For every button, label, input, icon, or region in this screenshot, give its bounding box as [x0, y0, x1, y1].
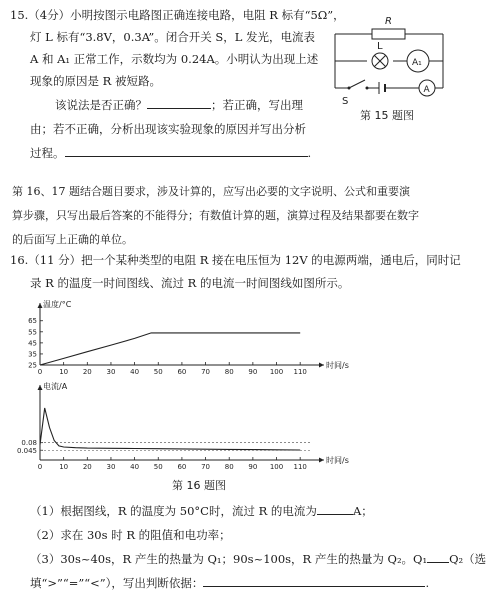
switch-symbol: [348, 80, 369, 90]
q15-line7-end: .: [307, 146, 312, 160]
x-tick-label: 50: [153, 368, 163, 376]
y-axis-arrow: [38, 385, 43, 390]
q16-sub3-end: Q₂（选: [449, 552, 487, 566]
q16-line2: 录 R 的温度一时间图线、流过 R 的电流一时间图线如图所示。: [30, 276, 350, 290]
x-tick-label: 0: [37, 463, 43, 471]
x-tick-label: 100: [269, 463, 284, 471]
q15-line7: [30, 145, 311, 161]
lamp-symbol: [372, 53, 388, 69]
x-tick-label: 70: [201, 463, 211, 471]
q16-sub3: [30, 551, 486, 567]
note-line3: 的后面写上正确的单位。: [12, 233, 133, 246]
answer-blank-15b[interactable]: [65, 145, 308, 157]
x-tick-label: 30: [106, 463, 116, 471]
q15-line5: [55, 97, 303, 113]
x-tick-label: 60: [177, 368, 187, 376]
y-axis-label: 温度/°C: [43, 300, 72, 309]
x-tick-label: 10: [59, 368, 69, 376]
q15-line3: A 和 A₁ 正常工作，示数均为 0.24A。小明认为出现上述: [30, 52, 319, 66]
x-tick-label: 70: [201, 368, 211, 376]
lamp-label: L: [377, 41, 383, 52]
q15-line1: 15.（4分）小明按图示电路图正确连接电路，电阻 R 标有“5Ω”，: [10, 8, 345, 22]
y-tick-label: 0.045: [16, 446, 37, 455]
x-tick-label: 50: [153, 463, 163, 471]
x-axis-arrow: [319, 458, 324, 463]
y-tick-label: 0.08: [21, 439, 37, 448]
x-tick-label: 110: [293, 463, 307, 471]
q16-charts: [16, 290, 350, 475]
x-tick-label: 30: [106, 368, 116, 376]
x-tick-label: 10: [59, 463, 69, 471]
x-axis-label: 时间/s: [326, 456, 349, 465]
q16-sub3-start: （3）30s~40s，R 产生的热量为 Q₁；90s~100s，R 产生的热量为 Q₂。Q₁: [30, 552, 428, 566]
note-line2: 算步骤，只写出最后答案的不能得分；有数值计算的题，演算过程及结果都要在数字: [12, 209, 419, 222]
battery-symbol: [379, 82, 385, 94]
answer-blank-15a[interactable]: [147, 97, 211, 109]
resistor-label: R: [385, 16, 392, 27]
x-tick-label: 40: [130, 463, 140, 471]
series-line: [40, 408, 300, 450]
q16-sub4-start: 填“>”“=”“<”），写出判断依据：: [30, 576, 204, 590]
q16-sub2: （2）求在 30s 时 R 的阻值和电功率；: [30, 528, 231, 542]
q16-sub1: [30, 503, 373, 519]
x-tick-label: 20: [82, 368, 92, 376]
resistor-symbol: [372, 29, 405, 39]
switch-label: S: [342, 96, 349, 107]
x-tick-label: 20: [82, 463, 92, 471]
circuit-diagram: [327, 12, 457, 122]
y-tick-label: 65: [28, 317, 37, 326]
x-tick-label: 90: [248, 368, 258, 376]
q16-line1: 16.（11 分）把一个某种类型的电阻 R 接在电压恒为 12V 的电源两端，通电后，同时记: [10, 253, 461, 267]
q15-line5-start: 该说法是否正确？: [55, 98, 147, 112]
temperature-time-chart: [28, 299, 349, 376]
x-tick-label: 80: [224, 368, 234, 376]
q15-line5-end: ；若正确，写出理: [211, 98, 303, 112]
q16-sub4-end: .: [425, 576, 430, 590]
q16-sub1-end: A；: [352, 504, 373, 518]
x-tick-label: 0: [37, 368, 43, 376]
answer-blank-16-4[interactable]: [203, 575, 425, 587]
x-tick-label: 90: [248, 463, 258, 471]
y-tick-label: 55: [28, 328, 37, 337]
x-tick-label: 40: [130, 368, 140, 376]
x-axis-arrow: [319, 363, 324, 368]
y-tick-label: 25: [28, 361, 37, 370]
current-time-chart: [17, 381, 349, 471]
q15-line4: 现象的原因是 R 被短路。: [30, 74, 161, 88]
x-tick-label: 110: [293, 368, 307, 376]
figure-16-caption: 第 16 题图: [172, 479, 226, 492]
series-line: [40, 333, 300, 365]
y-axis-label: 电流/A: [43, 382, 68, 391]
note-line1: 第 16、17 题结合题目要求，涉及计算的，应写出必要的文字说明、公式和重要演: [12, 185, 410, 198]
x-tick-label: 60: [177, 463, 187, 471]
q16-sub4: [30, 575, 429, 591]
x-axis-label: 时间/s: [326, 361, 349, 370]
x-tick-label: 100: [269, 368, 284, 376]
q16-sub1-start: （1）根据图线，R 的温度为 50°C时，流过 R 的电流为: [30, 504, 317, 518]
ammeter-a-label: A: [423, 85, 430, 95]
y-axis-arrow: [38, 303, 43, 308]
answer-blank-16-1[interactable]: [317, 503, 353, 515]
q15-line7-start: 过程。: [30, 146, 65, 160]
q15-line6: 由；若不正确，分析出现该实验现象的原因并写出分析: [30, 122, 306, 136]
y-tick-label: 45: [28, 339, 37, 348]
ammeter-a1-label: A₁: [412, 58, 422, 68]
y-tick-label: 35: [28, 350, 37, 359]
x-tick-label: 80: [224, 463, 234, 471]
figure-15-caption: 第 15 题图: [360, 109, 414, 122]
answer-blank-16-3[interactable]: [427, 551, 449, 563]
q15-line2: 灯 L 标有“3.8V，0.3A”。闭合开关 S，L 发光，电流表: [30, 30, 316, 44]
